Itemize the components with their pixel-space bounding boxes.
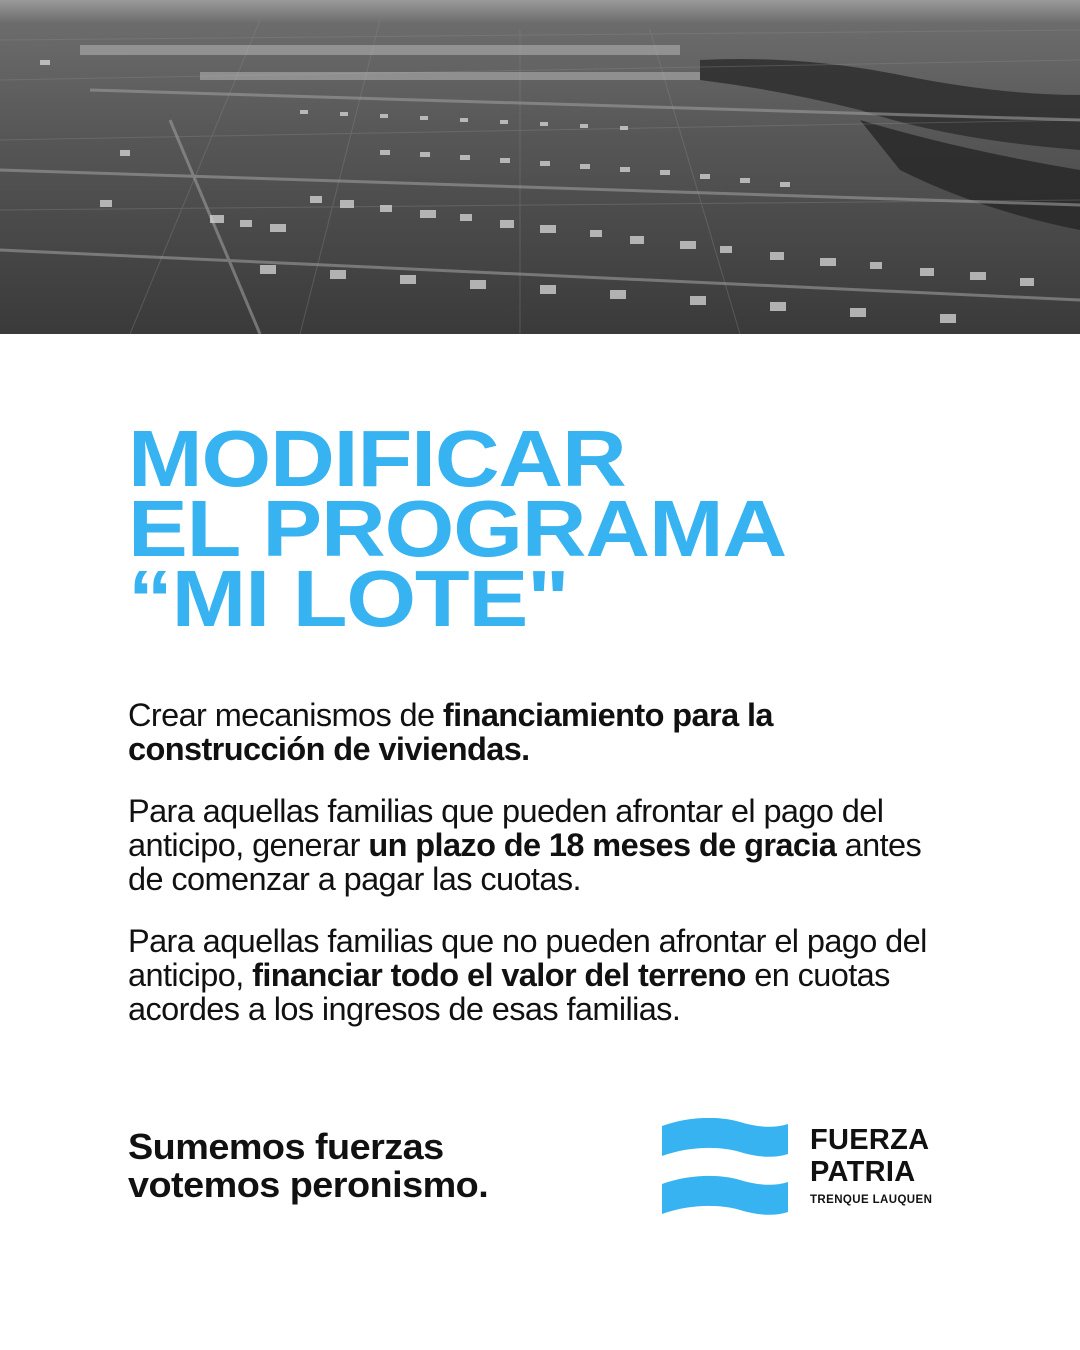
title-line-3: “MI LOTE" (128, 554, 569, 643)
slogan (128, 1128, 488, 1204)
paragraph-text: Para aquellas familias que pueden afrontar el pago del anticipo, generar (128, 793, 884, 863)
body-text (128, 698, 948, 1054)
logo-line-1: FUERZA (810, 1124, 930, 1156)
logo-wordmark (810, 1124, 932, 1208)
logo-line-2: PATRIA (810, 1156, 916, 1188)
slogan-line-1: Sumemos fuerzas (128, 1126, 444, 1167)
paragraph-text: Crear mecanismos de (128, 697, 443, 733)
logo-subtitle: TRENQUE LAUQUEN (810, 1194, 933, 1206)
hero-aerial-photo (0, 0, 1080, 334)
paragraph-bold: un plazo de 18 meses de gracia (368, 827, 837, 863)
page-title (128, 414, 787, 643)
aerial-neighborhood-graphic (0, 0, 1080, 334)
title-line-1: MODIFICAR (128, 414, 626, 503)
title-line-2: EL PROGRAMA (128, 484, 787, 573)
wavy-flag-icon (660, 1118, 790, 1222)
fuerza-patria-logo (660, 1118, 960, 1228)
paragraph-text: Para aquellas familias que no pueden afrontar el pago del anticipo, (128, 923, 927, 993)
paragraph-text: antes de comenzar a pagar las cuotas. (128, 827, 922, 897)
paragraph-bold: financiamiento para la construcción de viviendas. (128, 697, 773, 767)
slogan-line-2: votemos peronismo. (128, 1164, 489, 1205)
paragraph-text: en cuotas acordes a los ingresos de esas familias. (128, 957, 890, 1027)
paragraph-full-financing (128, 924, 948, 1026)
paragraph-bold: financiar todo el valor del terreno (252, 957, 746, 993)
paragraph-grace-period (128, 794, 948, 896)
paragraph-financing (128, 698, 948, 766)
